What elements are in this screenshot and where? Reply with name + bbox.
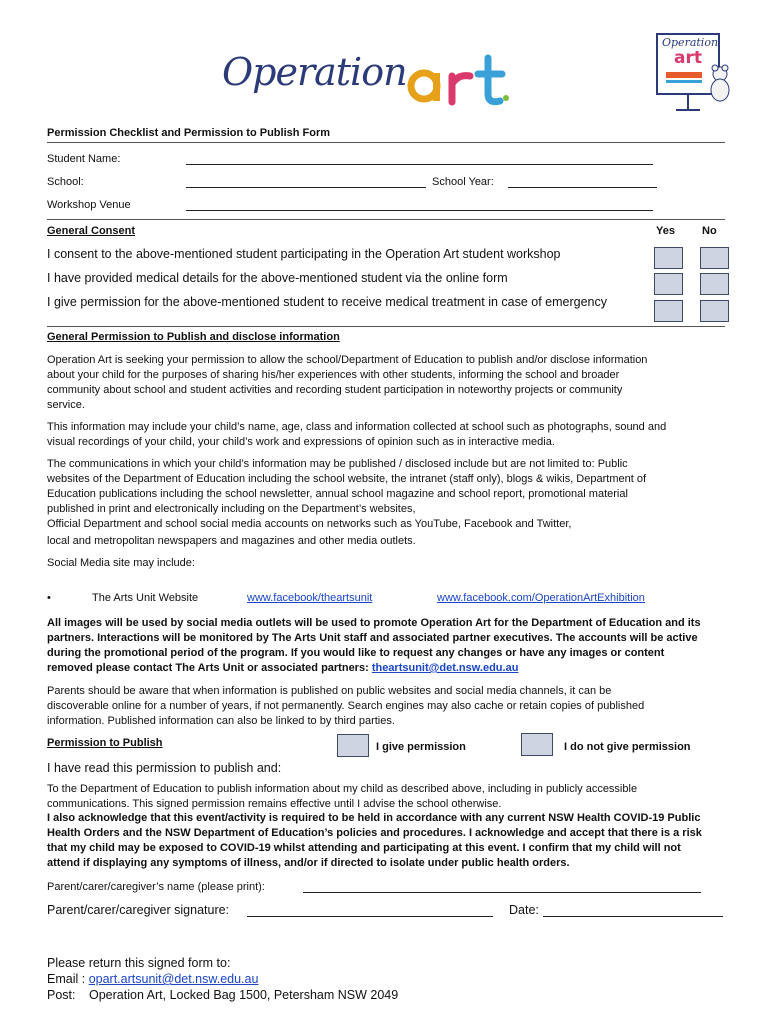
text-fragment: removed please contact The Arts Unit or associated partners: xyxy=(47,662,372,674)
parent-signature-label: Parent/carer/caregiver signature: xyxy=(47,903,230,917)
give-permission-checkbox[interactable] xyxy=(337,734,369,757)
text-line: Official Department and school social media accounts on networks such as YouTube, Facebook and Twitter, xyxy=(47,518,572,530)
no-column-label: No xyxy=(702,225,717,237)
school-field[interactable] xyxy=(186,187,426,188)
publish-paragraph-1 xyxy=(47,353,725,413)
workshop-venue-label: Workshop Venue xyxy=(47,199,131,211)
consent-item-medical-treatment: I give permission for the above-mentioned student to receive medical treatment in case of emergency xyxy=(47,295,608,309)
covid-acknowledgement xyxy=(47,811,725,871)
school-year-label: School Year: xyxy=(432,176,494,188)
return-post-label: Post: xyxy=(47,988,76,1002)
return-post-address: Operation Art, Locked Bag 1500, Petersham NSW 2049 xyxy=(89,988,399,1002)
logo-operation-text: Operation xyxy=(222,50,407,94)
consent-item-medical-details: I have provided medical details for the above-mentioned student via the online form xyxy=(47,271,508,285)
text-line: discoverable online for a number of years, if not permanently. Search engines may also cache or retain copies of published xyxy=(47,700,645,712)
text-line: local and metropolitan newspapers and magazines and other media outlets. xyxy=(47,535,416,547)
text-line: communications. This signed permission remains effective until I advise the school otherwise. xyxy=(47,798,502,810)
consent-participation-yes-checkbox[interactable] xyxy=(654,247,683,269)
social-media-intro: Social Media site may include: xyxy=(47,557,195,569)
text-line: information. Published information can also be linked to by third parties. xyxy=(47,715,395,727)
give-permission-label: I give permission xyxy=(376,741,466,753)
facebook-operationart-link[interactable]: www.facebook.com/OperationArtExhibition xyxy=(437,592,645,604)
text-line: websites of the Department of Education including the school website, the intranet (staff only), blogs & wikis, Department of xyxy=(47,473,647,485)
consent-item-participation: I consent to the above-mentioned student participating in the Operation Art student workshop xyxy=(47,247,561,261)
permission-paragraph xyxy=(47,782,725,812)
publish-paragraph-2 xyxy=(47,420,725,450)
return-email-line xyxy=(47,972,258,986)
consent-medical-details-yes-checkbox[interactable] xyxy=(654,273,683,295)
theartsunit-email-link[interactable]: theartsunit@det.nsw.edu.au xyxy=(371,662,519,674)
text-line: published in print and electronically including on the Department’s websites, xyxy=(47,503,416,515)
divider xyxy=(47,142,725,143)
text-line: Education publications including the school newsletter, annual school magazine and school report, promotional material xyxy=(47,488,628,500)
parent-name-label: Parent/carer/caregiver’s name (please print): xyxy=(47,881,265,893)
text-line: about your child for the purposes of sharing his/her experiences with other students, informing the school and broader xyxy=(47,369,620,381)
text-line: service. xyxy=(47,399,85,411)
student-name-label: Student Name: xyxy=(47,153,121,165)
workshop-venue-field[interactable] xyxy=(186,210,653,211)
bullet: • xyxy=(47,592,51,604)
text-line: Parents should be aware that when information is published on public websites and social media channels, it can be xyxy=(47,685,612,697)
text-line: visual recordings of your child, your child’s work and expressions of opinion such as in interactive media. xyxy=(47,436,555,448)
return-intro: Please return this signed form to: xyxy=(47,956,231,970)
text-line: To the Department of Education to publish information about my child as described above, including in publicly accessible xyxy=(47,783,638,795)
social-media-notice xyxy=(47,616,725,676)
read-permission-statement: I have read this permission to publish and: xyxy=(47,761,282,775)
parent-signature-field[interactable] xyxy=(247,916,493,917)
logo-art-letters xyxy=(402,46,512,108)
do-not-give-permission-label: I do not give permission xyxy=(564,741,691,753)
badge-title-line2: art xyxy=(674,48,702,68)
school-year-field[interactable] xyxy=(508,187,657,188)
opart-email-link[interactable]: opart.artsunit@det.nsw.edu.au xyxy=(88,972,259,986)
form-title: Permission Checklist and Permission to Publish Form xyxy=(47,127,331,139)
student-name-field[interactable] xyxy=(186,164,653,165)
text-line: I also acknowledge that this event/activity is required to be held in accordance with any current NSW Health COVID-19 Public xyxy=(47,812,701,824)
consent-medical-treatment-yes-checkbox[interactable] xyxy=(654,300,683,322)
consent-medical-details-no-checkbox[interactable] xyxy=(700,273,729,295)
text-line: community about school and student activities and recording student participation in noteworthy projects or community xyxy=(47,384,623,396)
divider xyxy=(47,326,725,327)
text-line: All images will be used by social media outlets will be used to promote Operation Art for the Department of Education and its xyxy=(47,617,701,629)
yes-column-label: Yes xyxy=(656,225,675,237)
text-line: Health Orders and the NSW Department of Education’s policies and procedures. I acknowledge and accept that there is a risk xyxy=(47,827,702,839)
arts-unit-website-label: The Arts Unit Website xyxy=(92,592,199,604)
consent-participation-no-checkbox[interactable] xyxy=(700,247,729,269)
text-line: This information may include your child’s name, age, class and information collected at school such as photographs, sound and xyxy=(47,421,667,433)
return-email-label: Email : xyxy=(47,972,89,986)
text-line: attend if displaying any symptoms of illness, and/or if directed to isolate under public health orders. xyxy=(47,857,570,869)
date-field[interactable] xyxy=(543,916,723,917)
publish-paragraph-3 xyxy=(47,457,725,549)
text-line: during the promotional period of the program. If you would like to request any changes or have any images or content xyxy=(47,647,665,659)
general-consent-heading: General Consent xyxy=(47,225,136,237)
text-line xyxy=(47,661,725,676)
consent-medical-treatment-no-checkbox[interactable] xyxy=(700,300,729,322)
date-label: Date: xyxy=(509,903,539,917)
operation-art-logo xyxy=(222,46,512,108)
text-line: The communications in which your child’s information may be published / disclosed include but are not limited to: Public xyxy=(47,458,628,470)
publish-heading: General Permission to Publish and disclose information xyxy=(47,331,340,343)
do-not-give-permission-checkbox[interactable] xyxy=(521,733,553,756)
permission-heading: Permission to Publish xyxy=(47,737,163,749)
publish-paragraph-4 xyxy=(47,684,725,729)
operation-art-badge xyxy=(654,30,734,112)
school-label: School: xyxy=(47,176,84,188)
divider xyxy=(47,219,725,220)
text-line: partners. Interactions will be monitored by The Arts Unit staff and associated partner executives. The accounts will be active xyxy=(47,632,698,644)
text-line: Operation Art is seeking your permission to allow the school/Department of Education to publish and/or disclose information xyxy=(47,354,648,366)
facebook-theartsunit-link[interactable]: www.facebook/theartsunit xyxy=(247,592,373,604)
parent-name-field[interactable] xyxy=(303,892,701,893)
badge-title-line1: Operation xyxy=(662,36,719,49)
text-line: that my child may be exposed to COVID-19 whilst attending and participating at this event. I confirm that my child will not xyxy=(47,842,681,854)
